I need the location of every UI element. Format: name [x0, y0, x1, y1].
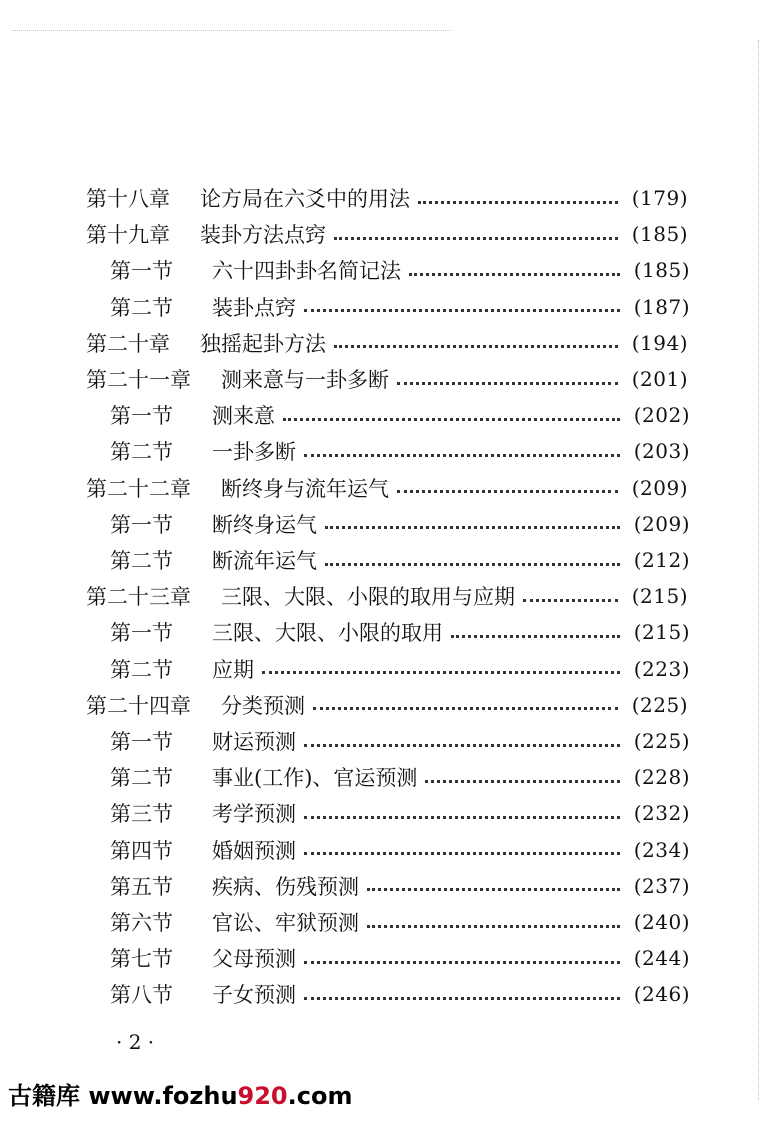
toc-entry-number: 第一节 — [110, 259, 173, 284]
toc-section-row — [110, 542, 690, 578]
toc-leader-dots — [304, 744, 620, 747]
toc-entry-title: 测来意 — [212, 404, 275, 429]
toc-entry-page: (203) — [633, 439, 690, 464]
toc-chapter-row — [86, 578, 688, 614]
toc-entry-title: 独摇起卦方法 — [200, 331, 326, 356]
toc-entry-page: (244) — [633, 946, 690, 971]
toc-leader-dots — [304, 852, 620, 855]
toc-entry-number: 第十八章 — [86, 187, 170, 211]
toc-leader-dots — [334, 345, 618, 348]
page-number: · 2 · — [116, 1030, 155, 1054]
toc-section-row — [110, 868, 690, 904]
toc-section-row — [110, 832, 690, 868]
toc-leader-dots — [397, 382, 618, 385]
watermark-site-name: 古籍库 — [8, 1082, 80, 1110]
toc-chapter-row — [86, 325, 688, 361]
toc-section-row — [110, 506, 690, 542]
toc-entry-page: (234) — [633, 837, 690, 862]
scan-edge-right — [758, 40, 759, 1100]
toc-entry-number: 第七节 — [110, 947, 173, 972]
toc-entry-number: 第二节 — [110, 766, 173, 791]
toc-leader-dots — [313, 707, 618, 710]
toc-entry-page: (202) — [633, 403, 690, 428]
toc-section-row — [110, 759, 690, 795]
toc-entry-number: 第二节 — [110, 295, 173, 320]
toc-entry-number: 第八节 — [110, 983, 173, 1008]
toc-entry-number: 第一节 — [110, 730, 173, 754]
toc-section-row — [110, 614, 690, 650]
toc-entry-title: 断终身与流年运气 — [221, 476, 389, 501]
toc-leader-dots — [304, 454, 620, 457]
toc-entry-page: (223) — [633, 656, 690, 681]
toc-section-row — [110, 904, 690, 940]
scan-edge-top — [12, 30, 452, 31]
toc-entry-page: (232) — [633, 801, 690, 826]
toc-leader-dots — [425, 780, 619, 783]
toc-entry-page: (179) — [631, 186, 688, 210]
toc-entry-number: 第二十章 — [86, 331, 170, 356]
toc-section-row — [110, 651, 690, 687]
toc-entry-page: (209) — [633, 511, 690, 536]
toc-chapter-row — [86, 216, 688, 252]
toc-section-row — [110, 289, 690, 325]
toc-leader-dots — [397, 490, 618, 493]
toc-chapter-row — [86, 361, 688, 397]
toc-entry-page: (185) — [633, 258, 690, 283]
toc-entry-title: 断终身运气 — [212, 512, 317, 537]
toc-leader-dots — [367, 888, 620, 891]
toc-entry-title: 子女预测 — [212, 983, 296, 1008]
toc-leader-dots — [325, 526, 620, 529]
toc-entry-title: 装卦点窍 — [212, 295, 296, 320]
toc-entry-title: 婚姻预测 — [212, 838, 296, 863]
toc-entry-number: 第二节 — [110, 440, 173, 465]
toc-section-row — [110, 433, 690, 469]
toc-entry-title: 三限、大限、小限的取用与应期 — [221, 585, 515, 610]
toc-leader-dots — [304, 309, 620, 312]
toc-entry-page: (240) — [633, 910, 690, 934]
toc-entry-number: 第五节 — [110, 874, 173, 899]
toc-entry-page: (187) — [633, 294, 690, 319]
toc-entry-title: 测来意与一卦多断 — [221, 368, 389, 392]
toc-entry-title: 三限、大限、小限的取用 — [212, 621, 443, 646]
toc-leader-dots — [367, 925, 620, 928]
toc-entry-title: 事业(工作)、官运预测 — [212, 766, 418, 791]
toc-chapter-row — [86, 470, 688, 506]
toc-entry-title: 应期 — [212, 657, 254, 682]
toc-section-row — [110, 976, 690, 1012]
toc-entry-number: 第六节 — [110, 911, 173, 935]
toc-entry-title: 分类预测 — [221, 693, 305, 718]
toc-entry-title: 六十四卦卦名简记法 — [212, 259, 401, 284]
toc-leader-dots — [304, 997, 620, 1000]
toc-entry-number: 第一节 — [110, 404, 173, 429]
toc-entry-number: 第二十一章 — [86, 368, 191, 392]
toc-entry-title: 官讼、牢狱预测 — [212, 911, 359, 935]
toc-chapter-row — [86, 687, 688, 723]
toc-entry-page: (228) — [633, 765, 690, 790]
watermark — [8, 1076, 352, 1111]
toc-section-row — [110, 723, 690, 759]
watermark-url-prefix: www.fozhu — [88, 1082, 238, 1110]
toc-entry-title: 论方局在六爻中的用法 — [200, 187, 410, 211]
toc-entry-page: (246) — [633, 982, 690, 1007]
toc-entry-page: (225) — [633, 729, 690, 753]
toc-leader-dots — [418, 201, 618, 204]
toc-section-row — [110, 397, 690, 433]
toc-entry-page: (194) — [631, 330, 688, 355]
toc-entry-number: 第一节 — [110, 512, 173, 537]
toc-leader-dots — [409, 273, 620, 276]
toc-entry-title: 财运预测 — [212, 730, 296, 754]
toc-entry-page: (185) — [631, 222, 688, 247]
watermark-url-suffix: .com — [287, 1082, 353, 1110]
toc-leader-dots — [451, 635, 620, 638]
toc-entry-page: (215) — [631, 584, 688, 609]
toc-entry-page: (201) — [631, 367, 688, 391]
toc-leader-dots — [304, 961, 620, 964]
toc-entry-title: 父母预测 — [212, 947, 296, 972]
toc-entry-title: 装卦方法点窍 — [200, 223, 326, 248]
toc-entry-number: 第二十二章 — [86, 476, 191, 501]
toc-chapter-row — [86, 180, 688, 216]
toc-section-row — [110, 795, 690, 831]
toc-entry-page: (215) — [633, 620, 690, 645]
toc-entry-number: 第二十四章 — [86, 693, 191, 718]
toc-entry-number: 第一节 — [110, 621, 173, 646]
toc-entry-page: (237) — [633, 873, 690, 898]
toc-entry-number: 第二节 — [110, 657, 173, 682]
toc-leader-dots — [283, 418, 620, 421]
watermark-url-number: 920 — [237, 1082, 288, 1110]
toc-leader-dots — [325, 563, 620, 566]
toc-entry-number: 第十九章 — [86, 223, 170, 248]
toc-leader-dots — [334, 237, 618, 240]
toc-entry-page: (212) — [633, 548, 690, 572]
toc-entry-number: 第二十三章 — [86, 585, 191, 610]
toc-leader-dots — [304, 816, 620, 819]
toc-entry-title: 考学预测 — [212, 802, 296, 827]
toc-entry-page: (209) — [631, 475, 688, 500]
toc-entry-page: (225) — [631, 692, 688, 717]
toc-entry-title: 断流年运气 — [212, 549, 317, 573]
toc-leader-dots — [262, 671, 620, 674]
toc-leader-dots — [523, 599, 618, 602]
toc-entry-number: 第二节 — [110, 549, 173, 573]
toc-entry-number: 第四节 — [110, 838, 173, 863]
toc-entry-title: 一卦多断 — [212, 440, 296, 465]
toc-section-row — [110, 940, 690, 976]
toc-section-row — [110, 252, 690, 288]
toc-entry-title: 疾病、伤残预测 — [212, 874, 359, 899]
toc-entry-number: 第三节 — [110, 802, 173, 827]
